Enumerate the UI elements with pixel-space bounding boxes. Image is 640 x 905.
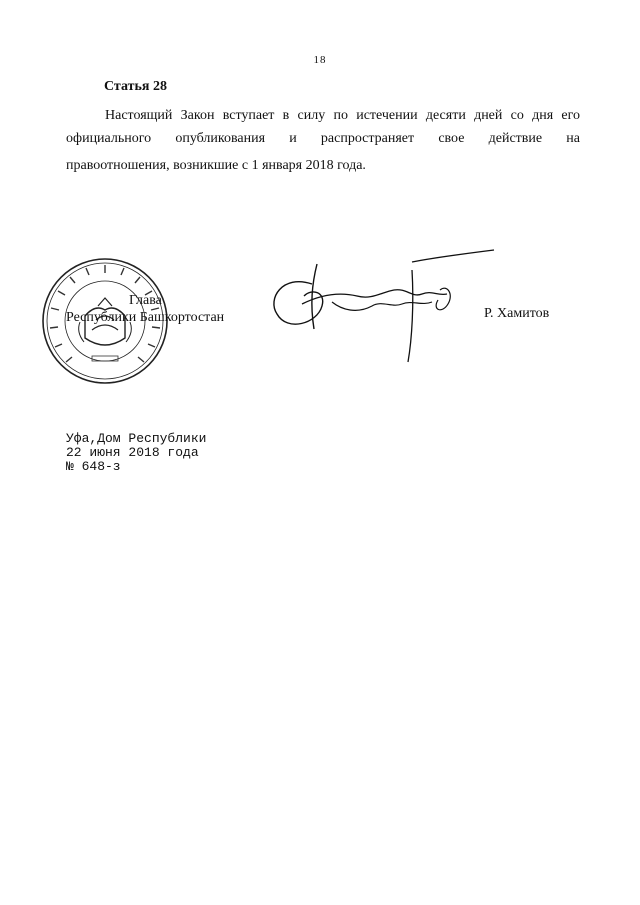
handwritten-signature-icon: [262, 244, 502, 364]
place: Уфа,Дом Республики: [66, 431, 207, 446]
article-text-line-1: Настоящий Закон вступает в силу по истечении десяти дней со дня его: [105, 108, 580, 123]
signer-name: Р. Хамитов: [484, 306, 550, 321]
date: 22 июня 2018 года: [66, 445, 199, 460]
article-heading: Статья 28: [104, 79, 167, 94]
page-number: 18: [313, 54, 327, 66]
signatory-title: [66, 292, 266, 326]
place-date-block: [66, 432, 206, 474]
article-text-line-3: правоотношения, возникшие с 1 января 2018 года.: [66, 158, 366, 173]
signatory-title-line-2: Республики Башкортостан: [66, 310, 225, 325]
signatory-title-line-1: Глава: [129, 293, 162, 308]
law-number: № 648-з: [66, 459, 121, 474]
article-text-line-2: официального опубликования и распространяет свое действие на: [66, 131, 580, 146]
